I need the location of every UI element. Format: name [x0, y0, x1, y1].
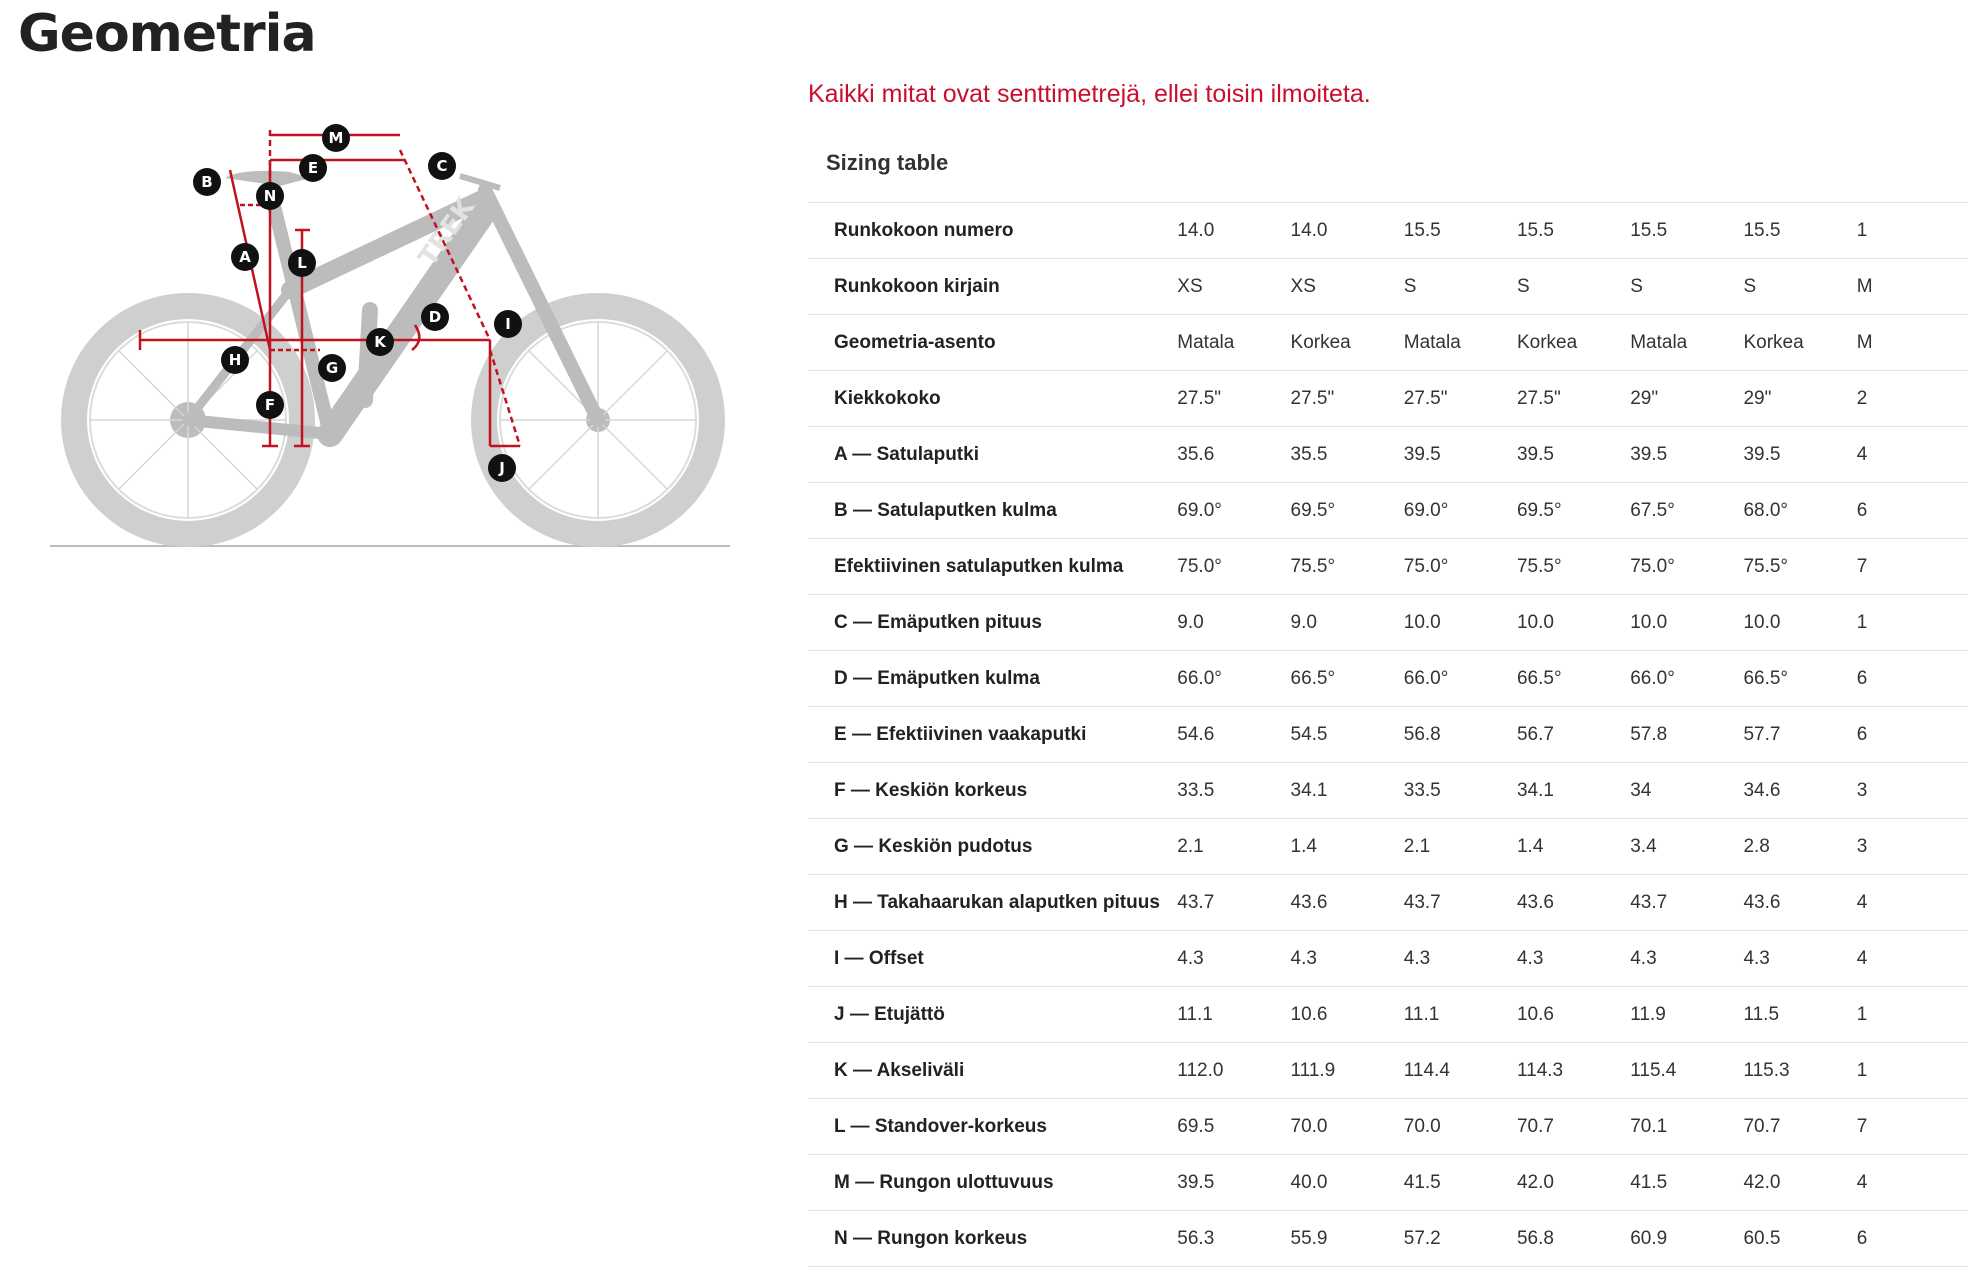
table-cell: 57.2	[1403, 1227, 1441, 1249]
row-label: Runkokoon kirjain	[834, 275, 1000, 297]
table-cell: 35.6	[1177, 443, 1215, 465]
table-cell: 14.0	[1177, 219, 1215, 241]
table-cell: 60.9	[1630, 1227, 1668, 1249]
table-cell: 1.4	[1290, 835, 1317, 857]
table-cell: S	[1630, 275, 1643, 297]
table-cell: 56.8	[1403, 723, 1441, 745]
row-label: I — Offset	[834, 947, 924, 969]
table-cell: 69.0°	[1403, 499, 1449, 521]
table-row	[808, 427, 1968, 483]
table-cell: 69.5°	[1290, 499, 1336, 521]
table-row	[808, 203, 1968, 259]
table-cell: 56.8	[1516, 1227, 1554, 1249]
table-cell: 41.5	[1403, 1171, 1441, 1193]
row-label: J — Etujättö	[834, 1003, 945, 1025]
table-cell: 4	[1856, 1171, 1868, 1193]
row-label: Kiekkokoko	[834, 387, 941, 409]
table-cell: 34.6	[1743, 779, 1781, 801]
table-cell: 11.1	[1403, 1003, 1440, 1025]
table-cell: Matala	[1177, 331, 1235, 353]
table-cell: 3	[1856, 835, 1868, 857]
table-cell: XS	[1177, 275, 1203, 297]
table-cell: Matala	[1403, 331, 1461, 353]
table-cell: 15.5	[1403, 219, 1441, 241]
table-cell: 66.5°	[1743, 667, 1789, 689]
table-cell: Korkea	[1743, 331, 1804, 353]
table-cell: 75.5°	[1743, 555, 1789, 577]
table-cell: 27.5"	[1290, 387, 1335, 409]
table-cell: 4.3	[1177, 947, 1204, 969]
table-cell: 2.1	[1177, 835, 1204, 857]
table-cell: Korkea	[1290, 331, 1351, 353]
table-cell: 69.5°	[1516, 499, 1562, 521]
table-cell: 2	[1856, 387, 1868, 409]
table-cell: M	[1856, 275, 1873, 297]
table-cell: 60.5	[1743, 1227, 1781, 1249]
table-cell: 75.5°	[1290, 555, 1336, 577]
marker-g: G	[325, 359, 339, 377]
row-label: M — Rungon ulottuvuus	[834, 1171, 1054, 1193]
row-label: Geometria-asento	[834, 331, 996, 353]
table-row	[808, 539, 1968, 595]
table-cell: 41.5	[1630, 1171, 1668, 1193]
table-cell: 114.3	[1516, 1059, 1564, 1081]
table-cell: 33.5	[1403, 779, 1441, 801]
page-title: Geometria	[18, 4, 316, 64]
table-cell: 55.9	[1290, 1227, 1328, 1249]
table-cell: 43.7	[1177, 891, 1215, 913]
table-cell: 11.5	[1743, 1003, 1780, 1025]
table-row	[808, 259, 1968, 315]
table-row	[808, 1155, 1968, 1211]
row-label: K — Akseliväli	[834, 1059, 965, 1081]
table-cell: 2.8	[1743, 835, 1770, 857]
table-cell: 33.5	[1177, 779, 1215, 801]
table-row	[808, 931, 1968, 987]
sizing-table	[808, 202, 1968, 1267]
table-cell: 34.1	[1290, 779, 1328, 801]
table-cell: 56.3	[1177, 1227, 1215, 1249]
table-cell: 43.7	[1403, 891, 1441, 913]
row-label: G — Keskiön pudotus	[834, 835, 1033, 857]
table-cell: 43.7	[1630, 891, 1668, 913]
table-cell: S	[1743, 275, 1757, 297]
table-cell: 75.0°	[1630, 555, 1675, 577]
table-row	[808, 371, 1968, 427]
table-cell: 4.3	[1743, 947, 1770, 969]
table-cell: 42.0	[1516, 1171, 1554, 1193]
table-cell: 66.0°	[1403, 667, 1449, 689]
marker-e: E	[307, 159, 319, 177]
table-cell: 66.5°	[1290, 667, 1336, 689]
table-row	[808, 651, 1968, 707]
table-cell: 57.7	[1743, 723, 1781, 745]
table-row	[808, 315, 1968, 371]
table-cell: 29"	[1630, 387, 1659, 409]
row-label: D — Emäputken kulma	[834, 667, 1040, 689]
table-cell: 1	[1856, 1003, 1868, 1025]
table-cell: 75.0°	[1177, 555, 1222, 577]
table-cell: 114.4	[1403, 1059, 1450, 1081]
table-cell: 115.4	[1630, 1059, 1677, 1081]
table-cell: 70.0	[1290, 1115, 1328, 1137]
table-cell: 27.5"	[1403, 387, 1448, 409]
row-label: Efektiivinen satulaputken kulma	[834, 555, 1124, 577]
marker-l: L	[297, 254, 307, 272]
table-cell: 57.8	[1630, 723, 1668, 745]
table-cell: 6	[1856, 499, 1868, 521]
table-cell: 11.1	[1177, 1003, 1213, 1025]
table-cell: S	[1403, 275, 1417, 297]
table-row	[808, 875, 1968, 931]
table-cell: 4	[1856, 891, 1868, 913]
table-cell: 69.0°	[1177, 499, 1222, 521]
table-cell: 27.5"	[1177, 387, 1222, 409]
table-row	[808, 987, 1968, 1043]
table-cell: 43.6	[1516, 891, 1554, 913]
table-cell: 115.3	[1743, 1059, 1790, 1081]
table-cell: 75.5°	[1516, 555, 1562, 577]
table-cell: 43.6	[1743, 891, 1781, 913]
table-cell: 70.7	[1516, 1115, 1554, 1137]
table-cell: 39.5	[1516, 443, 1554, 465]
table-cell: 66.5°	[1516, 667, 1562, 689]
table-cell: 54.5	[1290, 723, 1328, 745]
table-cell: 3.4	[1630, 835, 1657, 857]
row-label: Runkokoon numero	[834, 219, 1014, 241]
table-row	[808, 819, 1968, 875]
table-cell: 4	[1856, 443, 1868, 465]
table-cell: 35.5	[1290, 443, 1328, 465]
row-label: L — Standover-korkeus	[834, 1115, 1047, 1137]
table-cell: 34.1	[1516, 779, 1554, 801]
table-cell: 4.3	[1290, 947, 1317, 969]
table-cell: 66.0°	[1630, 667, 1675, 689]
table-cell: 3	[1856, 779, 1868, 801]
table-cell: 40.0	[1290, 1171, 1328, 1193]
table-cell: 10.0	[1516, 611, 1554, 633]
table-cell: 1	[1856, 219, 1868, 241]
table-cell: 4	[1856, 947, 1868, 969]
table-cell: 9.0	[1290, 611, 1317, 633]
marker-n: N	[263, 187, 277, 205]
bike-brand-mark: TREK	[413, 192, 482, 273]
table-cell: 1	[1856, 611, 1868, 633]
table-row	[808, 1099, 1968, 1155]
table-cell: 1.4	[1516, 835, 1544, 857]
sizing-table-container[interactable]	[808, 202, 1873, 1267]
row-label: H — Takahaarukan alaputken pituus	[834, 891, 1160, 913]
table-cell: 56.7	[1516, 723, 1554, 745]
table-cell: 70.1	[1630, 1115, 1668, 1137]
table-cell: Matala	[1630, 331, 1688, 353]
table-row	[808, 595, 1968, 651]
row-label: A — Satulaputki	[834, 443, 979, 465]
marker-h: H	[228, 351, 242, 369]
marker-b: B	[201, 173, 213, 191]
table-cell: 54.6	[1177, 723, 1215, 745]
table-cell: 6	[1856, 1227, 1868, 1249]
marker-k: K	[374, 333, 386, 351]
table-row	[808, 483, 1968, 539]
table-cell: 9.0	[1177, 611, 1204, 633]
table-cell: 10.6	[1290, 1003, 1328, 1025]
marker-f: F	[264, 396, 276, 414]
table-cell: 67.5°	[1630, 499, 1675, 521]
row-label: E — Efektiivinen vaakaputki	[834, 723, 1087, 745]
table-cell: 42.0	[1743, 1171, 1781, 1193]
table-cell: 1	[1856, 1059, 1868, 1081]
table-cell: 70.0	[1403, 1115, 1441, 1137]
row-label: F — Keskiön korkeus	[834, 779, 1028, 801]
table-cell: M	[1856, 331, 1873, 353]
marker-c: C	[436, 157, 448, 175]
table-cell: 70.7	[1743, 1115, 1781, 1137]
marker-m: M	[328, 129, 344, 147]
table-cell: XS	[1290, 275, 1316, 297]
table-cell: 10.6	[1516, 1003, 1554, 1025]
table-cell: 14.0	[1290, 219, 1328, 241]
table-cell: 68.0°	[1743, 499, 1789, 521]
bike-geometry-diagram	[40, 129, 730, 600]
table-row	[808, 1211, 1968, 1267]
table-cell: 43.6	[1290, 891, 1328, 913]
table-cell: 111.9	[1290, 1059, 1336, 1081]
table-cell: 7	[1856, 1115, 1868, 1137]
table-cell: Korkea	[1516, 331, 1578, 353]
marker-j: J	[499, 459, 505, 477]
table-cell: 15.5	[1630, 219, 1668, 241]
table-cell: 75.0°	[1403, 555, 1449, 577]
marker-a: A	[239, 248, 251, 266]
table-cell: 10.0	[1403, 611, 1441, 633]
table-cell: 69.5	[1177, 1115, 1215, 1137]
marker-i: I	[505, 315, 511, 333]
row-label: N — Rungon korkeus	[834, 1227, 1028, 1249]
sizing-table-title: Sizing table	[826, 150, 949, 175]
row-label: C — Emäputken pituus	[834, 611, 1042, 633]
table-cell: 4.3	[1516, 947, 1544, 969]
units-note: Kaikki mitat ovat senttimetrejä, ellei toisin ilmoiteta.	[808, 80, 1371, 108]
table-cell: 4.3	[1630, 947, 1657, 969]
table-cell: 39.5	[1630, 443, 1668, 465]
table-cell: 11.9	[1630, 1003, 1666, 1025]
table-row	[808, 763, 1968, 819]
table-cell: 39.5	[1177, 1171, 1215, 1193]
table-cell: 10.0	[1630, 611, 1668, 633]
table-cell: 6	[1856, 667, 1868, 689]
table-cell: 66.0°	[1177, 667, 1222, 689]
table-cell: 7	[1856, 555, 1868, 577]
table-cell: 15.5	[1743, 219, 1781, 241]
table-cell: 6	[1856, 723, 1868, 745]
table-cell: 10.0	[1743, 611, 1781, 633]
table-cell: 15.5	[1516, 219, 1554, 241]
table-cell: 39.5	[1743, 443, 1781, 465]
table-row	[808, 1043, 1968, 1099]
table-cell: 27.5"	[1516, 387, 1561, 409]
table-cell: 29"	[1743, 387, 1772, 409]
table-cell: 34	[1630, 779, 1652, 801]
table-cell: 39.5	[1403, 443, 1441, 465]
marker-d: D	[428, 308, 442, 326]
bike-illustration	[50, 171, 730, 546]
row-label: B — Satulaputken kulma	[834, 499, 1057, 521]
table-cell: 4.3	[1403, 947, 1431, 969]
table-cell: 2.1	[1403, 835, 1431, 857]
table-cell: S	[1516, 275, 1530, 297]
table-cell: 112.0	[1177, 1059, 1224, 1081]
table-row	[808, 707, 1968, 763]
